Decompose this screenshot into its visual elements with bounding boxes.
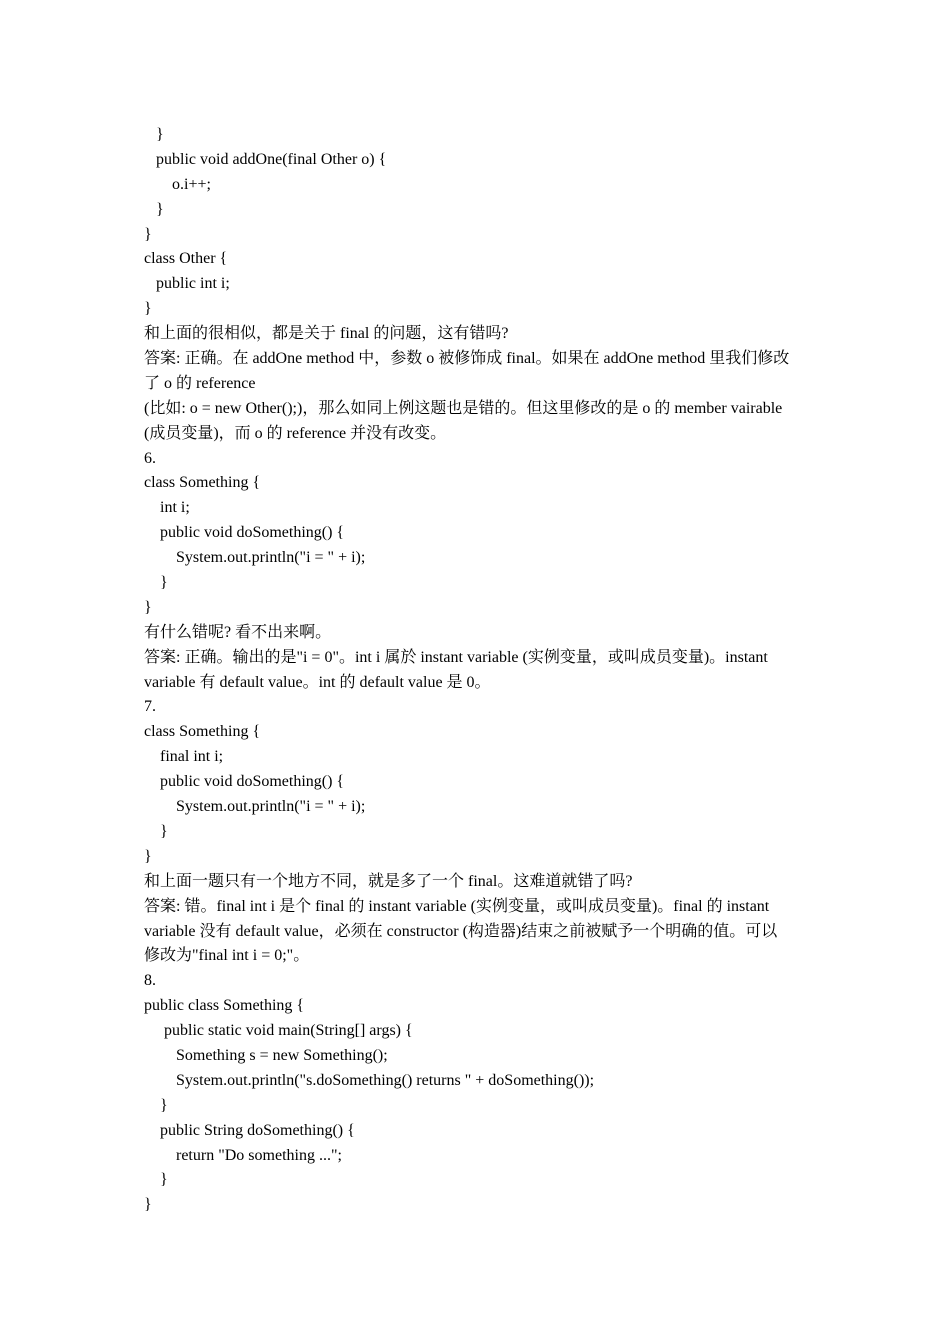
text-line: public class Something {	[144, 997, 305, 1015]
text-line: System.out.println("i = " + i);	[144, 549, 366, 567]
text-line: 7.	[144, 698, 156, 716]
document-body	[144, 123, 809, 1218]
text-line: public static void main(String[] args) {	[144, 1022, 413, 1040]
text-line: 答案: 正确。在 addOne method 中，参数 o 被修饰成 final。如果在 addOne method 里我们修改	[144, 350, 790, 368]
text-line: System.out.println("i = " + i);	[144, 798, 366, 816]
text-line: public void doSomething() {	[144, 524, 345, 542]
text-line: o.i++;	[144, 175, 211, 193]
text-line: variable 没有 default value，必须在 constructor (构造器)结束之前被赋予一个明确的值。可以	[144, 922, 778, 940]
text-line: }	[144, 1196, 152, 1214]
text-line: (比如: o = new Other();)，那么如同上例这题也是错的。但这里修改的是 o 的 member vairable	[144, 399, 783, 417]
text-line: }	[144, 225, 152, 243]
text-line: 8.	[144, 972, 156, 990]
text-line: 和上面一题只有一个地方不同，就是多了一个 final。这难道就错了吗?	[144, 872, 633, 890]
text-line: 有什么错呢? 看不出来啊。	[144, 623, 332, 641]
text-line: 和上面的很相似，都是关于 final 的问题，这有错吗?	[144, 325, 509, 343]
text-line: }	[144, 1171, 168, 1189]
text-line: }	[144, 300, 152, 318]
text-line: 答案: 正确。输出的是"i = 0"。int i 属於 instant variable (实例变量，或叫成员变量)。instant	[144, 648, 768, 666]
text-line: }	[144, 1096, 168, 1114]
text-line: public String doSomething() {	[144, 1121, 355, 1139]
text-line: }	[144, 200, 164, 218]
text-line: (成员变量)，而 o 的 reference 并没有改变。	[144, 424, 447, 442]
text-line: return "Do something ...";	[144, 1146, 342, 1164]
text-line: }	[144, 126, 164, 143]
text-line: class Other {	[144, 250, 228, 268]
text-line: }	[144, 598, 152, 616]
text-line: final int i;	[144, 748, 224, 766]
text-line: 6.	[144, 449, 156, 467]
text-line: }	[144, 822, 168, 840]
text-line: }	[144, 847, 152, 865]
text-line: 答案: 错。final int i 是个 final 的 instant variable (实例变量，或叫成员变量)。final 的 instant	[144, 897, 770, 915]
text-line: class Something {	[144, 474, 261, 492]
text-line: public void doSomething() {	[144, 773, 345, 791]
text-line: System.out.println("s.doSomething() returns " + doSomething());	[144, 1071, 595, 1089]
text-line: int i;	[144, 499, 190, 517]
text-line: 了 o 的 reference	[144, 374, 256, 392]
text-line: Something s = new Something();	[144, 1046, 388, 1064]
text-line: class Something {	[144, 723, 261, 741]
text-line: 修改为"final int i = 0;"。	[144, 947, 310, 965]
text-line: public int i;	[144, 275, 230, 293]
text-line: public void addOne(final Other o) {	[144, 150, 387, 168]
text-line: variable 有 default value。int 的 default value 是 0。	[144, 673, 491, 691]
text-line: }	[144, 574, 168, 592]
